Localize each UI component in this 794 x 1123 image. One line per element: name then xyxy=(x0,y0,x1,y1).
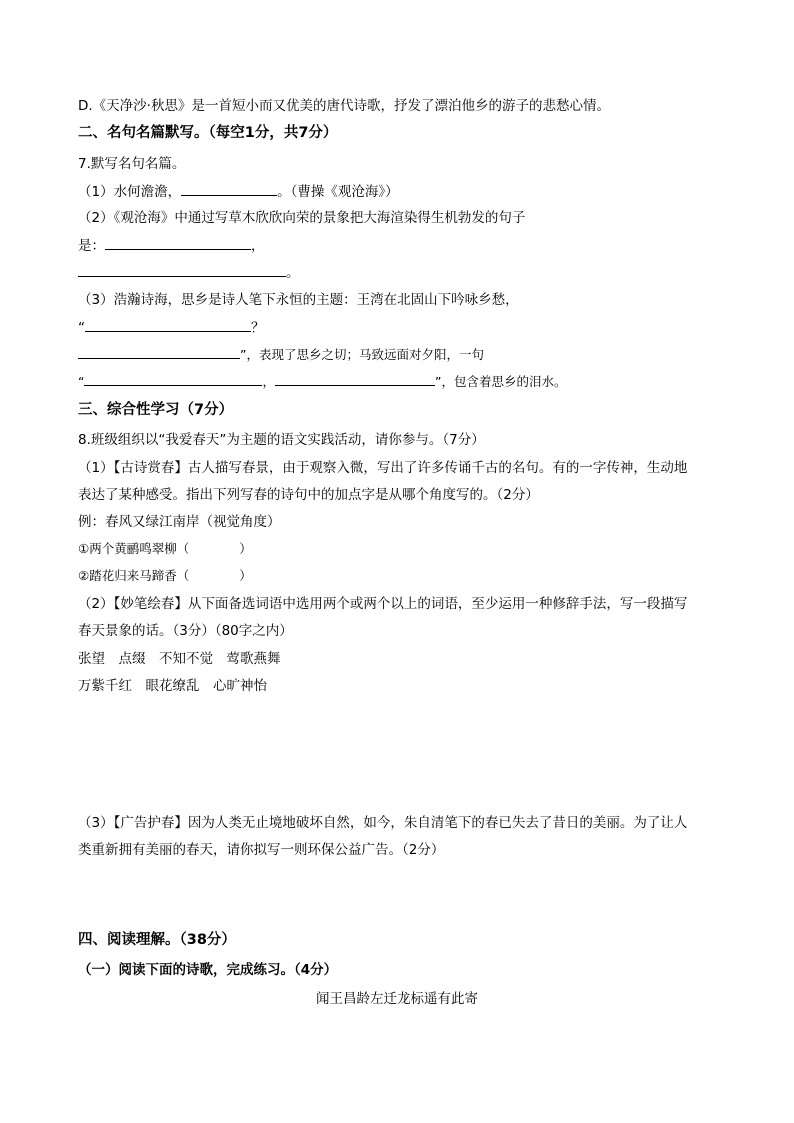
q8-example: 例：春风又绿江南岸（视觉角度） xyxy=(78,514,281,530)
q7-1-suffix: 。（曹操《观沧海》） xyxy=(277,184,399,200)
open-quote-2: “ xyxy=(78,374,85,389)
section3-heading: 三、综合性学习（7分） xyxy=(78,402,234,418)
q8-1-line1: （1）【古诗赏春】古人描写春景，由于观察入微，写出了许多传诵千古的名句。有的一字传神，生动地 xyxy=(78,460,688,476)
q7-2-line3 xyxy=(78,263,300,282)
answer-blank[interactable] xyxy=(275,372,435,386)
q7-3-line3 xyxy=(78,345,484,364)
question-mark: ？ xyxy=(251,320,265,336)
word-bank-row-1: 张望 点缀 不知不觉 莺歌燕舞 xyxy=(78,651,281,667)
answer-blank[interactable] xyxy=(78,345,240,359)
reading-part-1: （一）阅读下面的诗歌，完成练习。（4分） xyxy=(78,962,338,978)
q7-2-end: 。 xyxy=(286,265,300,281)
answer-blank[interactable] xyxy=(84,372,262,386)
q8-3-line1: （3）【广告护春】因为人类无止境地破坏自然，如今，朱自清笔下的春已失去了昔日的美丽。为了让人 xyxy=(78,815,688,831)
word-bank-row-2: 万紫千红 眼花缭乱 心旷神怡 xyxy=(78,678,267,694)
open-quote: “ xyxy=(78,320,85,336)
q7-title: 7.默写名句名篇。 xyxy=(78,156,186,172)
q7-1 xyxy=(78,182,399,201)
option-d: D.《天净沙·秋思》是一首短小而又优美的唐代诗歌，抒发了漂泊他乡的游子的悲愁心情。 xyxy=(78,98,610,114)
q8-1-line2: 表达了某种感受。指出下列写春的诗句中的加点字是从哪个角度写的。（2分） xyxy=(78,487,539,503)
answer-blank[interactable] xyxy=(181,182,277,196)
answer-blank[interactable] xyxy=(85,318,251,332)
poem-title: 闻王昌龄左迁龙标遥有此寄 xyxy=(316,991,478,1007)
section2-heading: 二、名句名篇默写。（每空1分，共7分） xyxy=(78,125,338,141)
q7-1-prefix: （1）水何澹澹， xyxy=(78,184,182,200)
q8-2-line1: （2）【妙笔绘春】从下面备选词语中选用两个或两个以上的词语，至少运用一种修辞手法，写一段描写 xyxy=(78,596,688,612)
q7-2-prefix: 是： xyxy=(78,238,105,254)
q7-3-line1: （3）浩瀚诗海，思乡是诗人笔下永恒的主题：王湾在北固山下吟咏乡愁， xyxy=(78,292,519,308)
answer-blank[interactable] xyxy=(78,263,286,277)
q8-2-line2: 春天景象的话。（3分）（80字之内） xyxy=(78,623,293,639)
q7-3-comma: ， xyxy=(262,374,275,389)
q8-item-2: ②踏花归来马蹄香（ ） xyxy=(78,568,252,583)
q8-item-1: ①两个黄鹂鸣翠柳（ ） xyxy=(78,541,252,556)
q7-2-line1: （2）《观沧海》中通过写草木欣欣向荣的景象把大海渲染得生机勃发的句子 xyxy=(78,210,526,226)
q8-3-line2: 类重新拥有美丽的春天，请你拟写一则环保公益广告。（2分） xyxy=(78,842,445,858)
answer-blank[interactable] xyxy=(105,236,251,250)
q7-3-line4 xyxy=(78,372,566,391)
q7-2-line2 xyxy=(78,236,265,255)
section4-heading: 四、阅读理解。（38分） xyxy=(78,932,236,948)
q7-3-line2 xyxy=(78,318,265,337)
q7-2-comma: ， xyxy=(251,238,265,254)
q7-3-after-quote: ”，表现了思乡之切；马致远面对夕阳，一句 xyxy=(240,347,484,362)
q8-title: 8.班级组织以“我爱春天”为主题的语文实践活动，请你参与。（7分） xyxy=(78,432,485,448)
q7-3-end: ”，包含着思乡的泪水。 xyxy=(435,374,567,389)
